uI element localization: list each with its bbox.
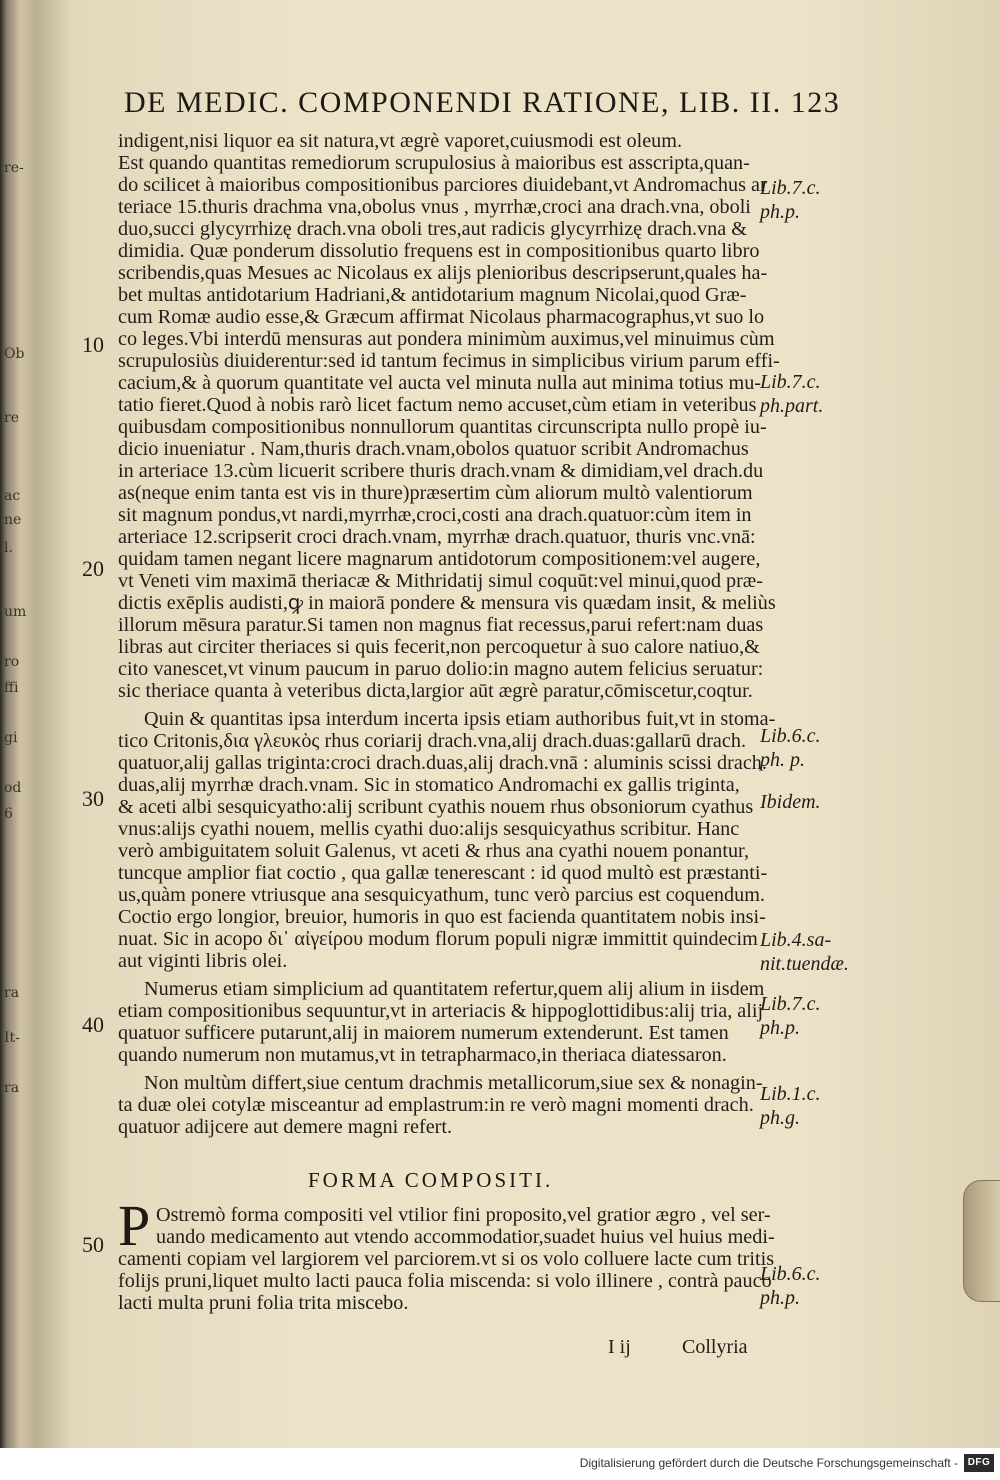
edge-fragment: ra [4, 1080, 20, 1096]
text-line: as(neque enim tanta est vis in thure)præsertim cùm aliorum multò valentiorum [118, 482, 753, 504]
edge-fragment: It- [4, 1030, 20, 1046]
text-line: vt Veneti vim maximā theriacæ & Mithridatij simul coquūt:vel minui,quod præ- [118, 570, 763, 592]
text-line: Ostremò forma compositi vel vtilior fini proposito,vel gratior ægro , vel ser- [156, 1204, 771, 1226]
text-line: sic theriace quanta à veteribus dicta,largior aūt ægrè paratur,cōmiscetur,coqtur. [118, 680, 753, 702]
text-line: scrupulosiùs diuiderentur:sed id tantum fecimus in simplicibus virium parum effi- [118, 350, 780, 372]
text-line: quando numerum non mutamus,vt in tetrapharmaco,in theriaca diatessaron. [118, 1044, 727, 1066]
margin-note [760, 992, 850, 1040]
final-paragraph [118, 1204, 778, 1314]
margin-note-line: Lib.4.sa- [760, 929, 832, 951]
text-line: tatio fieret.Quod à nobis rarò licet factum nemo accuset,cùm etiam in veteribus [118, 394, 757, 416]
text-line: cum Romæ audio esse,& Græcum affirmat Nicolaus pharmacographus,vt suo lo [118, 306, 765, 328]
margin-note-line: ph.part. [760, 395, 824, 417]
page-curl [963, 1180, 1000, 1302]
margin-note-line: ph. p. [760, 749, 805, 771]
text-line: camenti copiam vel largiorem vel parciorem.vt si os volo colluere lacte cum tritis [118, 1248, 775, 1270]
margin-note [760, 724, 850, 772]
text-line: dicio inueniatur . Nam,thuris drach.vnam,obolos quatuor scribit Andromachus [118, 438, 749, 460]
text-line: quidam tamen negant licere magnarum antidotorum compositionem:vel augere, [118, 548, 761, 570]
margin-note-line: Lib.6.c. [760, 725, 821, 747]
edge-fragment: um [4, 604, 27, 620]
margin-note-line: ph.p. [760, 201, 800, 223]
text-line: quibusdam compositionibus nonnullorum quantitas circunscripta nullo propè iu- [118, 416, 767, 438]
text-line: nuat. Sic in acopo δι᾽ αἰγείρου modum florum populi nigræ immittit quindecim [118, 928, 758, 950]
text-line: folijs pruni,liquet multo lacti pauca folia miscenda: si volo illinere , contrà pauco [118, 1270, 772, 1292]
main-text [118, 130, 778, 1138]
edge-fragment: ne [4, 512, 22, 528]
line-number: 20 [82, 556, 104, 581]
line-number: 40 [82, 1012, 104, 1037]
footer-bar [0, 1448, 1000, 1480]
margin-note [760, 790, 850, 814]
text-line: Numerus etiam simplicium ad quantitatem refertur,quem alij alium in iisdem [144, 978, 765, 1000]
margin-note-line: ph.p. [760, 1017, 800, 1039]
text-line: do scilicet à maioribus compositionibus parciores diuidebant,vt Andromachus ar [118, 174, 767, 196]
section-heading: FORMA COMPOSITI. [308, 1168, 554, 1192]
text-line: cacium,& à quorum quantitate vel aucta vel minuta nulla aut minima totius mu- [118, 372, 762, 394]
edge-fragment: ra [4, 985, 20, 1001]
drop-capital: P [118, 1193, 151, 1258]
margin-note-line: nit.tuendæ. [760, 953, 849, 975]
dfg-logo: DFG [964, 1454, 994, 1472]
edge-fragment: od [4, 780, 22, 796]
text-line: quatuor adijcere aut demere magni refert. [118, 1116, 453, 1138]
margin-note-line: ph.p. [760, 1287, 800, 1309]
margin-note-line: ph.g. [760, 1107, 800, 1129]
text-line: Est quando quantitas remediorum scrupulosius à maioribus est asscripta,quan- [118, 152, 750, 174]
paragraph-4 [118, 1072, 778, 1138]
margin-note [760, 370, 850, 418]
running-head: DE MEDIC. COMPONENDI RATIONE, LIB. II. 123 [124, 86, 841, 119]
text-line: etiam compositionibus sequuntur,vt in arteriacis & hippoglottidibus:alij tria, alij [118, 1000, 764, 1022]
text-line: verò ambiguitatem soluit Galenus, vt aceti & rhus ana cyathi nouem ponantur, [118, 840, 750, 862]
text-line: tuncque amplior fiat coctio , qua gallæ tenerescant : id quod multò est præstanti- [118, 862, 768, 884]
margin-note-line: Lib.7.c. [760, 993, 821, 1015]
text-line: tico Critonis,δια γλευκὸς rhus coriarij drach.vna,alij drach.duas:gallarū drach. [118, 730, 746, 752]
margin-note [760, 176, 850, 224]
text-line: dictis exēplis audisti,ꝙ in maiorā pondere & mensura vis quædam insit, & meliùs [118, 592, 776, 614]
text-line: Coctio ergo longior, breuior, humoris in quo est facienda quantitatem nobis insi- [118, 906, 766, 928]
text-line: co leges.Vbi interdū mensuras aut pondera minimùm auximus,vel minuimus cùm [118, 328, 775, 350]
margin-note [760, 928, 850, 976]
margin-note [760, 1082, 850, 1130]
text-line: Quin & quantitas ipsa interdum incerta ipsis etiam authoribus fuit,vt in stoma- [144, 708, 776, 730]
paragraph-1 [118, 130, 778, 702]
text-line: cito vanescet,vt vinum paucum in paruo dolio:in magno autem felicius seruatur: [118, 658, 764, 680]
text-line: arteriace 12.scripserit croci drach.vnam, myrrhæ drach.quatuor, thuris vnc.vnā: [118, 526, 756, 548]
text-line: lacti multa pruni folia trita miscebo. [118, 1292, 409, 1314]
adjacent-page-edge [0, 0, 34, 1448]
edge-fragment: ro [4, 654, 20, 670]
text-line: teriace 15.thuris drachma vna,obolus vnus , myrrhæ,croci ana drach.vna, oboli [118, 196, 751, 218]
paragraph-3 [118, 978, 778, 1066]
margin-note-line: Ibidem. [760, 791, 821, 813]
text-line: quatuor sufficere putarunt,alij in maiorem numerum extenderunt. Est tamen [118, 1022, 729, 1044]
edge-fragment: gi [4, 730, 18, 746]
text-line: dimidia. Quæ ponderum dissolutio frequens est in compositionibus quarto libro [118, 240, 760, 262]
edge-fragment: Ob [4, 346, 25, 362]
text-line: us,quàm ponere vtriusque ana sesquicyathum, tunc verò parcius est coquendum. [118, 884, 765, 906]
edge-fragment: re- [4, 160, 24, 176]
margin-note-line: Lib.7.c. [760, 371, 821, 393]
paragraph-2 [118, 708, 778, 972]
text-line: scribendis,quas Mesues ac Nicolaus ex alijs plenioribus descripserunt,quales ha- [118, 262, 768, 284]
edge-fragment: ffi [4, 680, 19, 696]
text-line: uando medicamento aut vtendo accommodatior,suadet huius vel huius medi- [156, 1226, 775, 1248]
margin-note-line: Lib.6.c. [760, 1263, 821, 1285]
margin-note-line: Lib.7.c. [760, 177, 821, 199]
text-line: ta duæ olei cotylæ misceantur ad emplastrum:in re verò magni momenti drach. [118, 1094, 754, 1116]
text-line: aut viginti libris olei. [118, 950, 288, 972]
text-line: illorum mēsura paratur.Si tamen non magnus fiat recessus,parui refert:nam duas [118, 614, 764, 636]
line-number: 10 [82, 332, 104, 357]
text-line: libras aut circiter theriaces si quis fecerit,non percoquetur à suo calore natiuo,& [118, 636, 760, 658]
text-line: in arteriace 13.cùm licuerit scribere thuris drach.vnam & dimidiam,vel drach.du [118, 460, 764, 482]
text-line: Non multùm differt,siue centum drachmis metallicorum,siue sex & nonagin- [144, 1072, 763, 1094]
text-line: & aceti albi sesquicyatho:alij scribunt cyathis nouem rhus obsoniorum cyathus [118, 796, 754, 818]
signature-mark: I ij [608, 1336, 631, 1358]
text-line: bet multas antidotarium Hadriani,& antidotarium magnum Nicolai,quod Græ- [118, 284, 747, 306]
catchword: Collyria [682, 1336, 748, 1358]
text-line: indigent,nisi liquor ea sit natura,vt ægrè vaporet,cuiusmodi est oleum. [118, 130, 683, 152]
text-line: duas,alij myrrhæ drach.vnam. Sic in stomatico Andromachi ex gallis triginta, [118, 774, 740, 796]
edge-fragment: ac [4, 488, 21, 504]
margin-note-line: Lib.1.c. [760, 1083, 821, 1105]
footer-credit: Digitalisierung gefördert durch die Deutsche Forschungsgemeinschaft - [579, 1456, 958, 1470]
edge-fragment: l. [4, 540, 13, 556]
text-line: duo,succi glycyrrhizę drach.vna oboli tres,aut radicis glycyrrhizę drach.vna & [118, 218, 747, 240]
text-line: sit magnum pondus,vt nardi,myrrhæ,croci,costi ana drach.quatuor:cùm item in [118, 504, 752, 526]
edge-fragment: 6 [4, 806, 13, 822]
text-line: vnus:alijs cyathi nouem, mellis cyathi duo:alijs sesquicyathus scribitur. Hanc [118, 818, 740, 840]
edge-fragment: re [4, 410, 19, 426]
line-number: 30 [82, 786, 104, 811]
text-line: quatuor,alij gallas triginta:croci drach.duas,alij drach.vnā : aluminis scissi drach. [118, 752, 767, 774]
line-number: 50 [82, 1232, 104, 1257]
